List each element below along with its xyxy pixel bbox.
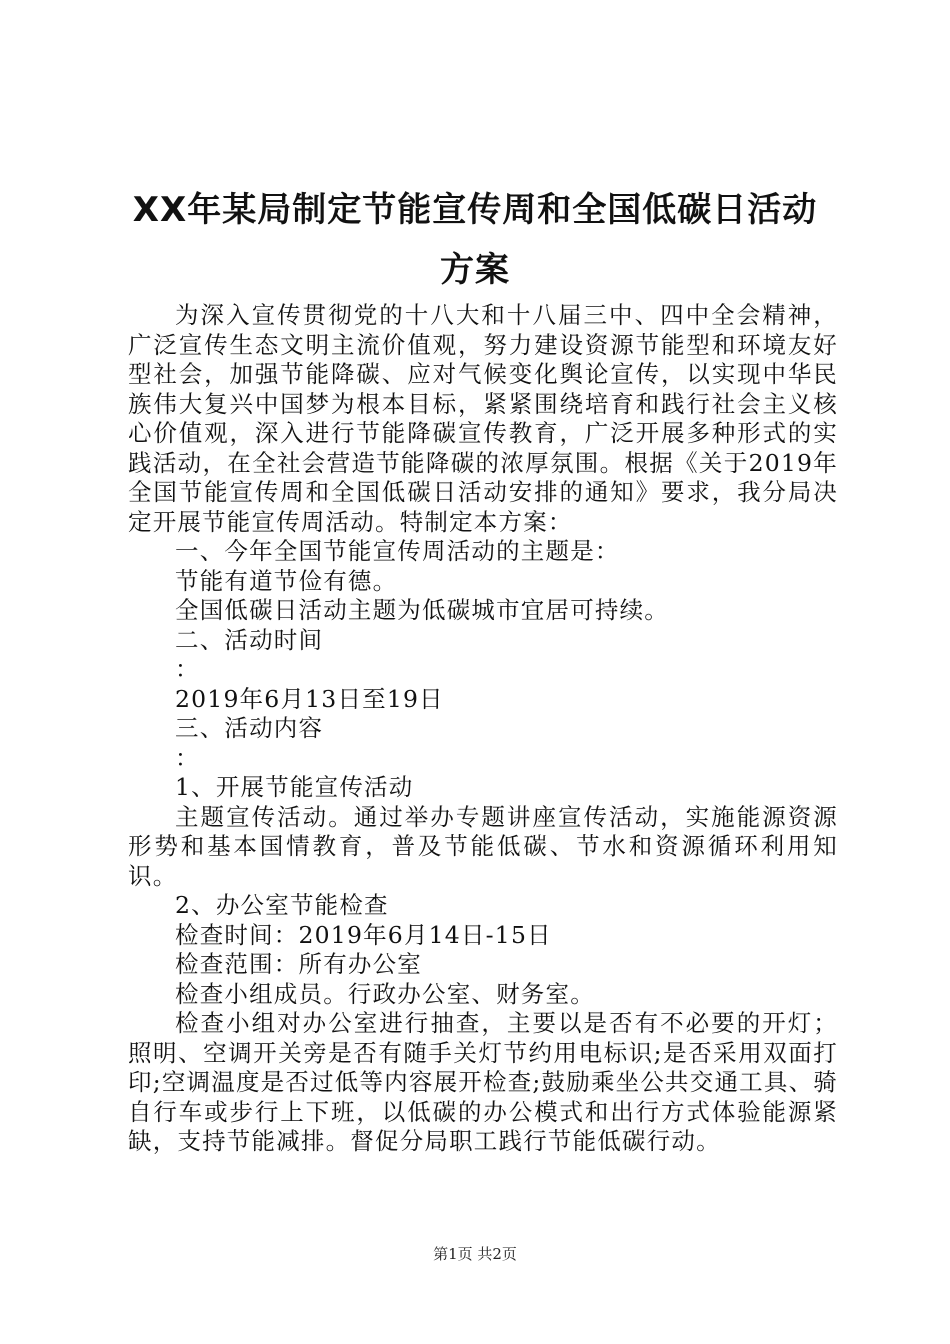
inspection-paragraph: 检查小组对办公室进行抽查，主要以是否有不必要的开灯；照明、空调开关旁是否有随手关灯节约用电标识;是否采用双面打印;空调温度是否过低等内容展开检查;鼓励乘坐公共交通工具、骑自行车或步行上下班，以低碳的办公模式和出行方式体验能源紧缺，支持节能减排。督促分局职工践行节能低碳行动。: [128, 1009, 838, 1155]
colon-line: ：: [175, 743, 200, 772]
page-number-footer: 第1页 共2页: [433, 1245, 517, 1263]
inspection-scope: 检查范围：所有办公室: [175, 950, 422, 978]
theme-line: 全国低碳日活动主题为低碳城市宜居可持续。: [175, 596, 669, 624]
document-title-line-2: 方案: [440, 250, 510, 290]
inspection-members: 检查小组成员。行政办公室、财务室。: [175, 979, 595, 1008]
publicity-paragraph: 主题宣传活动。通过举办专题讲座宣传活动，实施能源资源形势和基本国情教育，普及节能低碳、节水和资源循环利用知识。: [128, 802, 838, 890]
section-heading-content: 三、活动内容: [175, 714, 324, 742]
subheading-publicity: 1、开展节能宣传活动: [175, 773, 414, 801]
subheading-inspection: 2、办公室节能检查: [175, 891, 389, 919]
section-heading-time: 二、活动时间: [175, 625, 324, 654]
colon-line: ：: [175, 655, 200, 683]
theme-line: 节能有道节俭有德。: [175, 566, 398, 595]
document-body: [128, 301, 838, 1157]
intro-paragraph: 为深入宣传贯彻党的十八大和十八届三中、四中全会精神，广泛宣传生态文明主流价值观，努力建设资源节能型和环境友好型社会，加强节能降碳、应对气候变化舆论宣传，以实现中华民族伟大复兴中国梦为根本目标，紧紧围绕培育和践行社会主义核心价值观，深入进行节能降碳宣传教育，广泛开展多种形式的实践活动，在全社会营造节能降碳的浓厚氛围。根据《关于2019年全国节能宣传周和全国低碳日活动安排的通知》要求，我分局决定开展节能宣传周活动。特制定本方案：: [128, 301, 838, 536]
section-heading-theme: 一、今年全国节能宣传周活动的主题是：: [175, 537, 620, 565]
inspection-time: 检查时间：2019年6月14日-15日: [175, 920, 552, 949]
document-title-line-1: XX年某局制定节能宣传周和全国低碳日活动: [132, 190, 818, 230]
time-line: 2019年6月13日至19日: [175, 684, 444, 713]
